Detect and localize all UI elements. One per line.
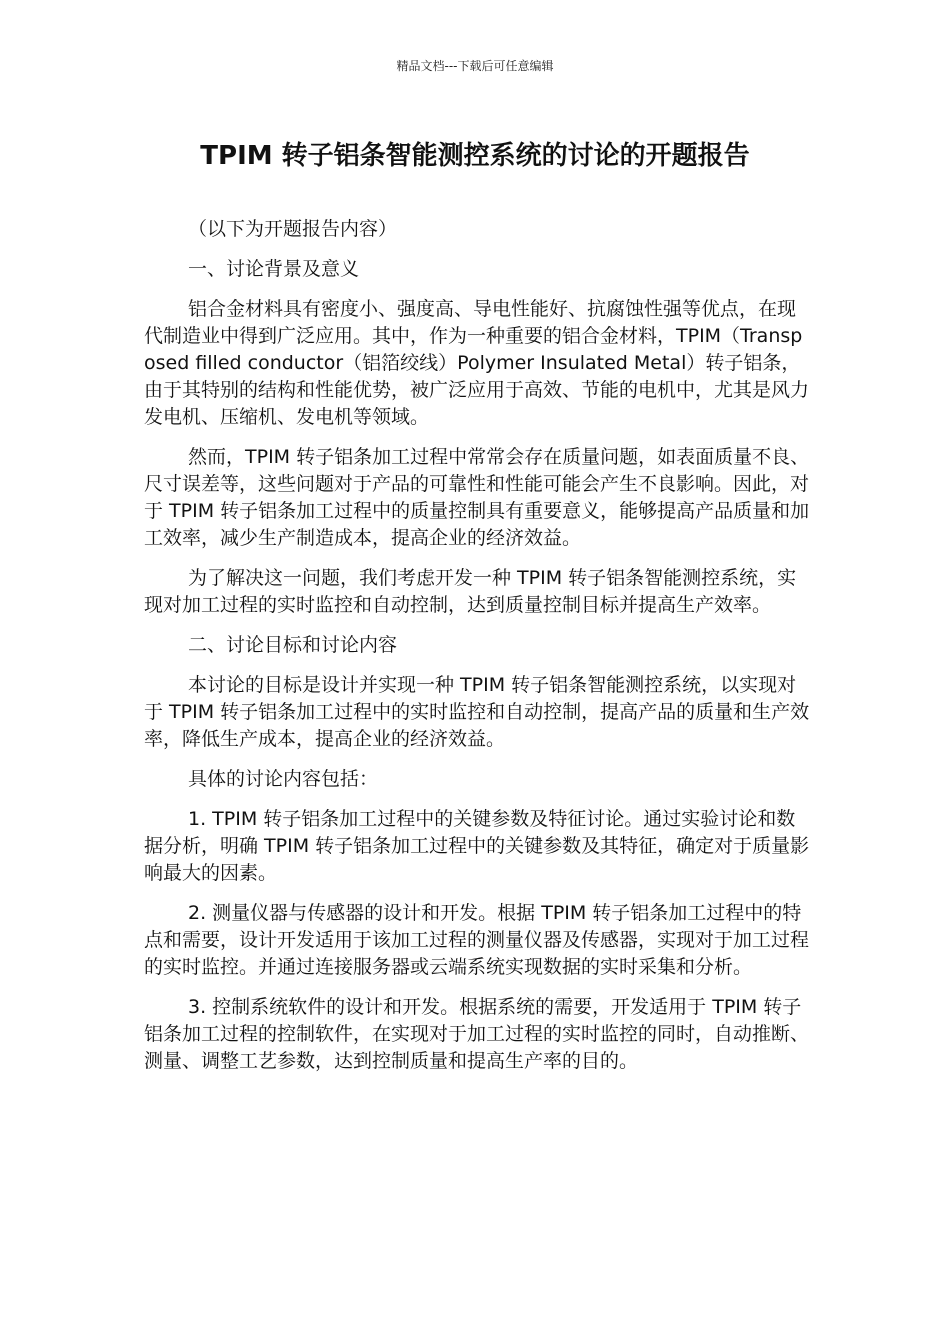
body-paragraph: 然而，TPIM 转子铝条加工过程中常常会存在质量问题，如表面质量不良、尺寸误差等，这些问题对于产品的可靠性和性能可能会产生不良影响。因此，对于 TPIM 转子铝条加工过程中的质量控制具有重要意义，能够提高产品质量和加工效率，减少生产制造成本，提高企业的经济效益。 <box>144 446 810 549</box>
body-paragraph: 铝合金材料具有密度小、强度高、导电性能好、抗腐蚀性强等优点，在现代制造业中得到广泛应用。其中，作为一种重要的铝合金材料，TPIM（Transposed filled conductor（铝箔绞线）Polymer Insulated Metal）转子铝条，由于其特别的结构和性能优势，被广泛应用于高效、节能的电机中，尤其是风力发电机、压缩机、发电机等领域。 <box>144 298 810 428</box>
list-item: 2. 测量仪器与传感器的设计和开发。根据 TPIM 转子铝条加工过程中的特点和需要，设计开发适用于该加工过程的测量仪器及传感器，实现对于加工过程的实时监控。并通过连接服务器或云端系统实现数据的实时采集和分析。 <box>144 902 810 978</box>
body-paragraph: 本讨论的目标是设计并实现一种 TPIM 转子铝条智能测控系统，以实现对于 TPIM 转子铝条加工过程中的实时监控和自动控制，提高产品的质量和生产效率，降低生产成本，提高企业的经济效益。 <box>144 674 810 750</box>
section-heading-goals: 二、讨论目标和讨论内容 <box>188 634 398 656</box>
body-paragraph: 为了解决这一问题，我们考虑开发一种 TPIM 转子铝条智能测控系统，实现对加工过程的实时监控和自动控制，达到质量控制目标并提高生产效率。 <box>144 567 797 616</box>
document-title: TPIM 转子铝条智能测控系统的讨论的开题报告 <box>200 141 750 171</box>
list-item: 3. 控制系统软件的设计和开发。根据系统的需要，开发适用于 TPIM 转子铝条加工过程的控制软件，在实现对于加工过程的实时监控的同时，自动推断、测量、调整工艺参数，达到控制质量和提高生产率的目的。 <box>144 996 810 1072</box>
body-paragraph: 具体的讨论内容包括： <box>188 768 379 790</box>
list-item: 1. TPIM 转子铝条加工过程中的关键参数及特征讨论。通过实验讨论和数据分析，明确 TPIM 转子铝条加工过程中的关键参数及其特征，确定对于质量影响最大的因素。 <box>144 808 810 884</box>
page-header-note: 精品文档---下载后可任意编辑 <box>396 59 554 73</box>
document-body <box>144 216 810 1088</box>
section-heading-background: 一、讨论背景及意义 <box>188 258 360 280</box>
intro-note: （以下为开题报告内容） <box>188 218 398 240</box>
